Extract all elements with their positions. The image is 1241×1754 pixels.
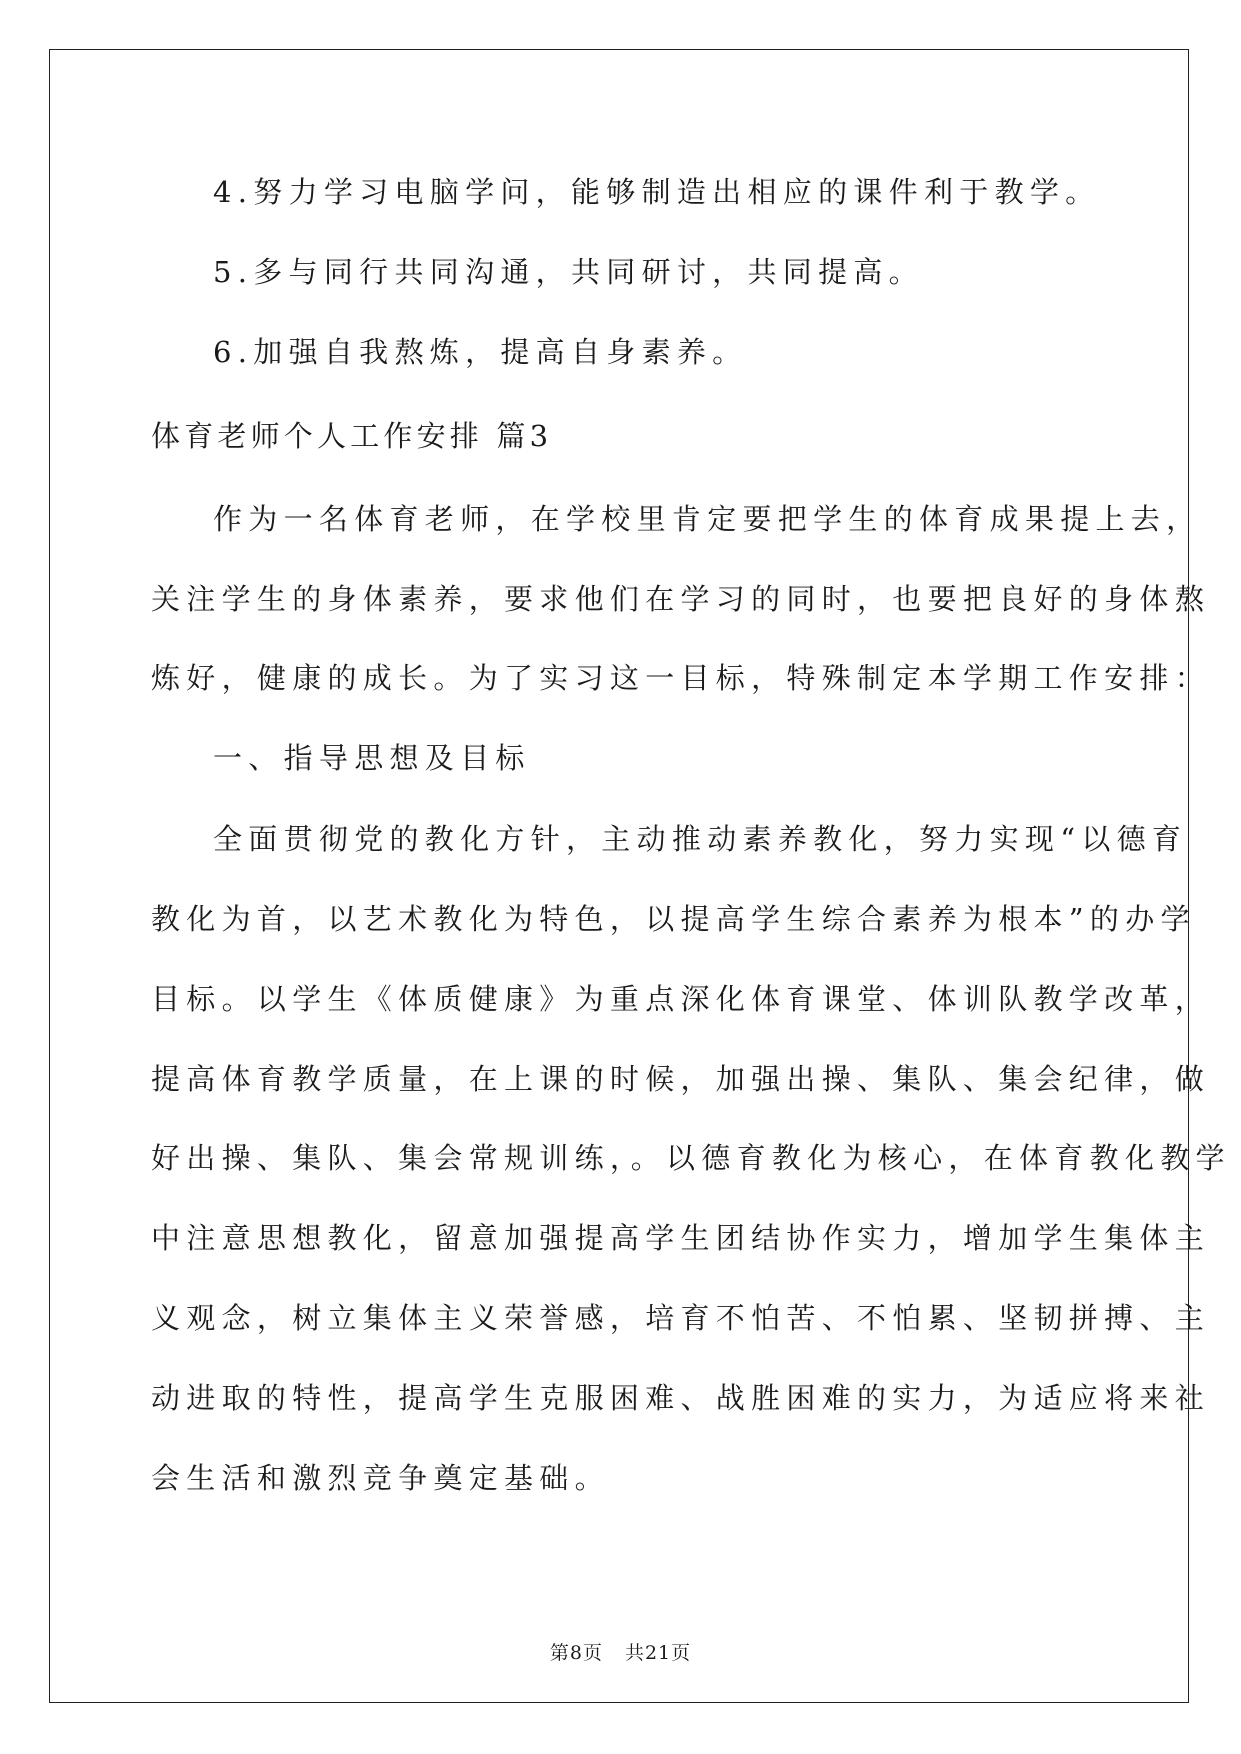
subheading: 一、指导思想及目标 <box>213 741 531 775</box>
paragraph-line: 关注学生的身体素养，要求他们在学习的同时，也要把良好的身体熬 <box>151 582 1211 616</box>
paragraph-line: 炼好，健康的成长。为了实习这一目标，特殊制定本学期工作安排： <box>151 661 1211 695</box>
section-heading: 体育老师个人工作安排 篇3 <box>151 419 553 453</box>
total-pages: 共21页 <box>624 1642 692 1664</box>
paragraph-line: 全面贯彻党的教化方针，主动推动素养教化，努力实现“以德育 <box>213 822 1188 856</box>
paragraph-line: 义观念，树立集体主义荣誉感，培育不怕苦、不怕累、坚韧拼搏、主 <box>151 1301 1211 1335</box>
list-item: 4.努力学习电脑学问，能够制造出相应的课件利于教学。 <box>213 175 1101 209</box>
page-number: 第8页 <box>549 1642 603 1664</box>
paragraph-line: 教化为首，以艺术教化为特色，以提高学生综合素养为根本”的办学 <box>151 902 1196 936</box>
paragraph-line: 作为一名体育老师，在学校里肯定要把学生的体育成果提上去， <box>213 502 1202 536</box>
paragraph-line: 会生活和激烈竞争奠定基础。 <box>151 1461 610 1495</box>
page-footer <box>0 1638 1241 1665</box>
page-border <box>49 49 1189 1703</box>
paragraph-line: 动进取的特性，提高学生克服困难、战胜困难的实力，为适应将来社 <box>151 1381 1211 1415</box>
paragraph-line: 目标。以学生《体质健康》为重点深化体育课堂、体训队教学改革， <box>151 982 1211 1016</box>
paragraph-line: 好出操、集队、集会常规训练，。以德育教化为核心，在体育教化教学 <box>151 1141 1231 1175</box>
list-item: 6.加强自我熬炼，提高自身素养。 <box>213 335 748 369</box>
paragraph-line: 中注意思想教化，留意加强提高学生团结协作实力，增加学生集体主 <box>151 1221 1211 1255</box>
paragraph-line: 提高体育教学质量，在上课的时候，加强出操、集队、集会纪律，做 <box>151 1062 1211 1096</box>
list-item: 5.多与同行共同沟通，共同研讨，共同提高。 <box>213 255 924 289</box>
